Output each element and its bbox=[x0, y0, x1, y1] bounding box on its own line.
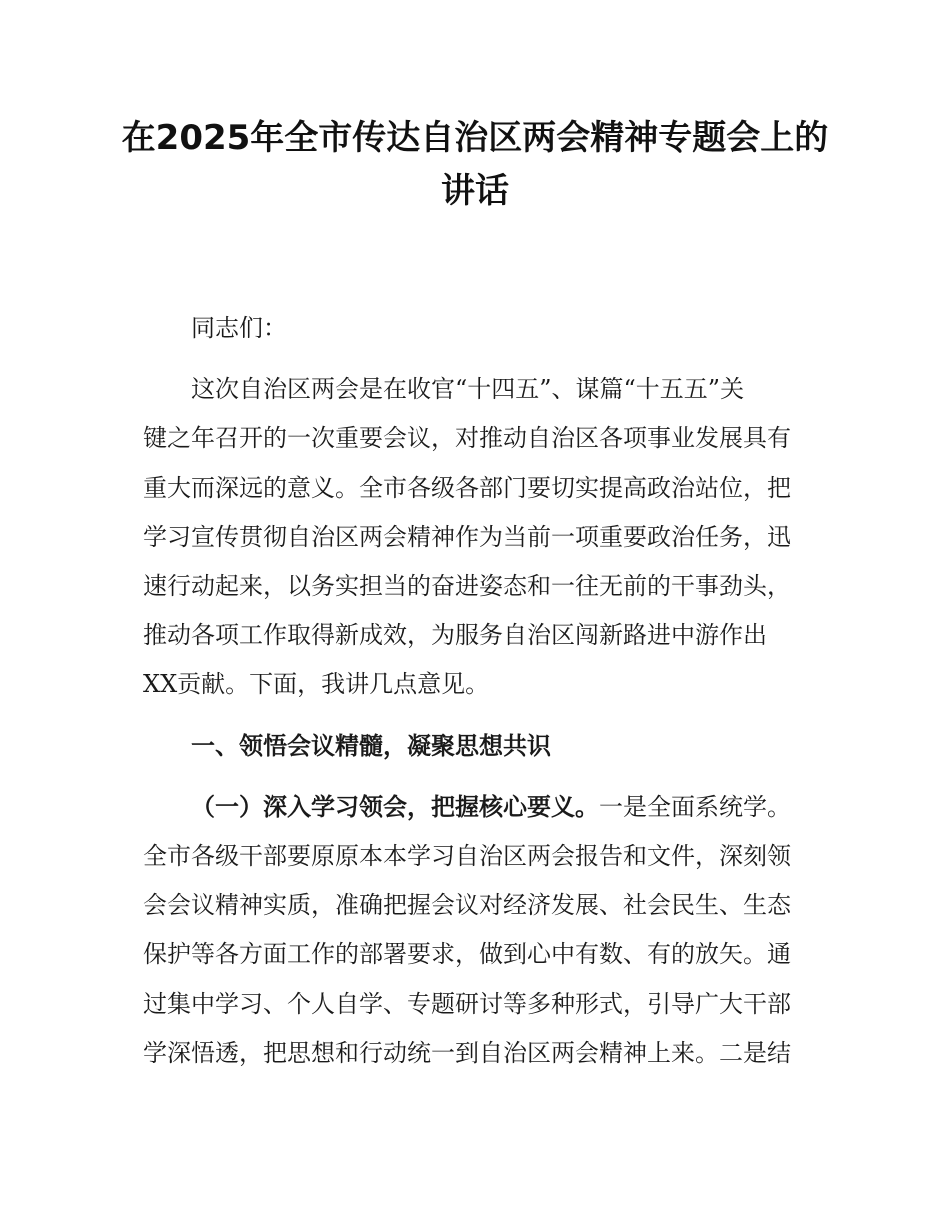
intro-paragraph bbox=[143, 365, 813, 709]
section-heading: 一、领悟会议精髓，凝聚思想共识 bbox=[191, 731, 551, 760]
intro-line: 速行动起来，以务实担当的奋进姿态和一往无前的干事劲头， bbox=[143, 572, 791, 601]
salutation: 同志们： bbox=[191, 314, 287, 342]
subsection-line: 全市各级干部要原原本本学习自治区两会报告和文件，深刻领 bbox=[143, 842, 791, 871]
subsection-line: 会会议精神实质，准确把握会议对经济发展、社会民生、生态 bbox=[143, 891, 791, 920]
intro-line: 键之年召开的一次重要会议，对推动自治区各项事业发展具有 bbox=[143, 424, 791, 453]
subsection-paragraph bbox=[143, 783, 813, 1078]
intro-line: 这次自治区两会是在收官“十四五”、谋篇“十五五”关 bbox=[191, 375, 745, 404]
subsection-line: 学深悟透，把思想和行动统一到自治区两会精神上来。二是结 bbox=[143, 1038, 791, 1067]
intro-line: 推动各项工作取得新成效，为服务自治区闯新路进中游作出 bbox=[143, 621, 767, 650]
intro-line: XX贡献。下面，我讲几点意见。 bbox=[143, 670, 490, 699]
subsection-line: 过集中学习、个人自学、专题研讨等多种形式，引导广大干部 bbox=[143, 989, 791, 1018]
document-title: 在2025年全市传达自治区两会精神专题会上的讲话 bbox=[121, 118, 829, 211]
subsection-line: 保护等各方面工作的部署要求，做到心中有数、有的放矢。通 bbox=[143, 940, 791, 969]
intro-line: 学习宣传贯彻自治区两会精神作为当前一项重要政治任务，迅 bbox=[143, 522, 791, 551]
subsection-first-line-rest: 一是全面系统学。 bbox=[599, 792, 791, 821]
subsection-first-line bbox=[143, 783, 813, 832]
subsection-lead: （一）深入学习领会，把握核心要义。 bbox=[191, 792, 599, 821]
intro-line: 重大而深远的意义。全市各级各部门要切实提高政治站位，把 bbox=[143, 473, 791, 502]
document-body bbox=[143, 304, 813, 1078]
